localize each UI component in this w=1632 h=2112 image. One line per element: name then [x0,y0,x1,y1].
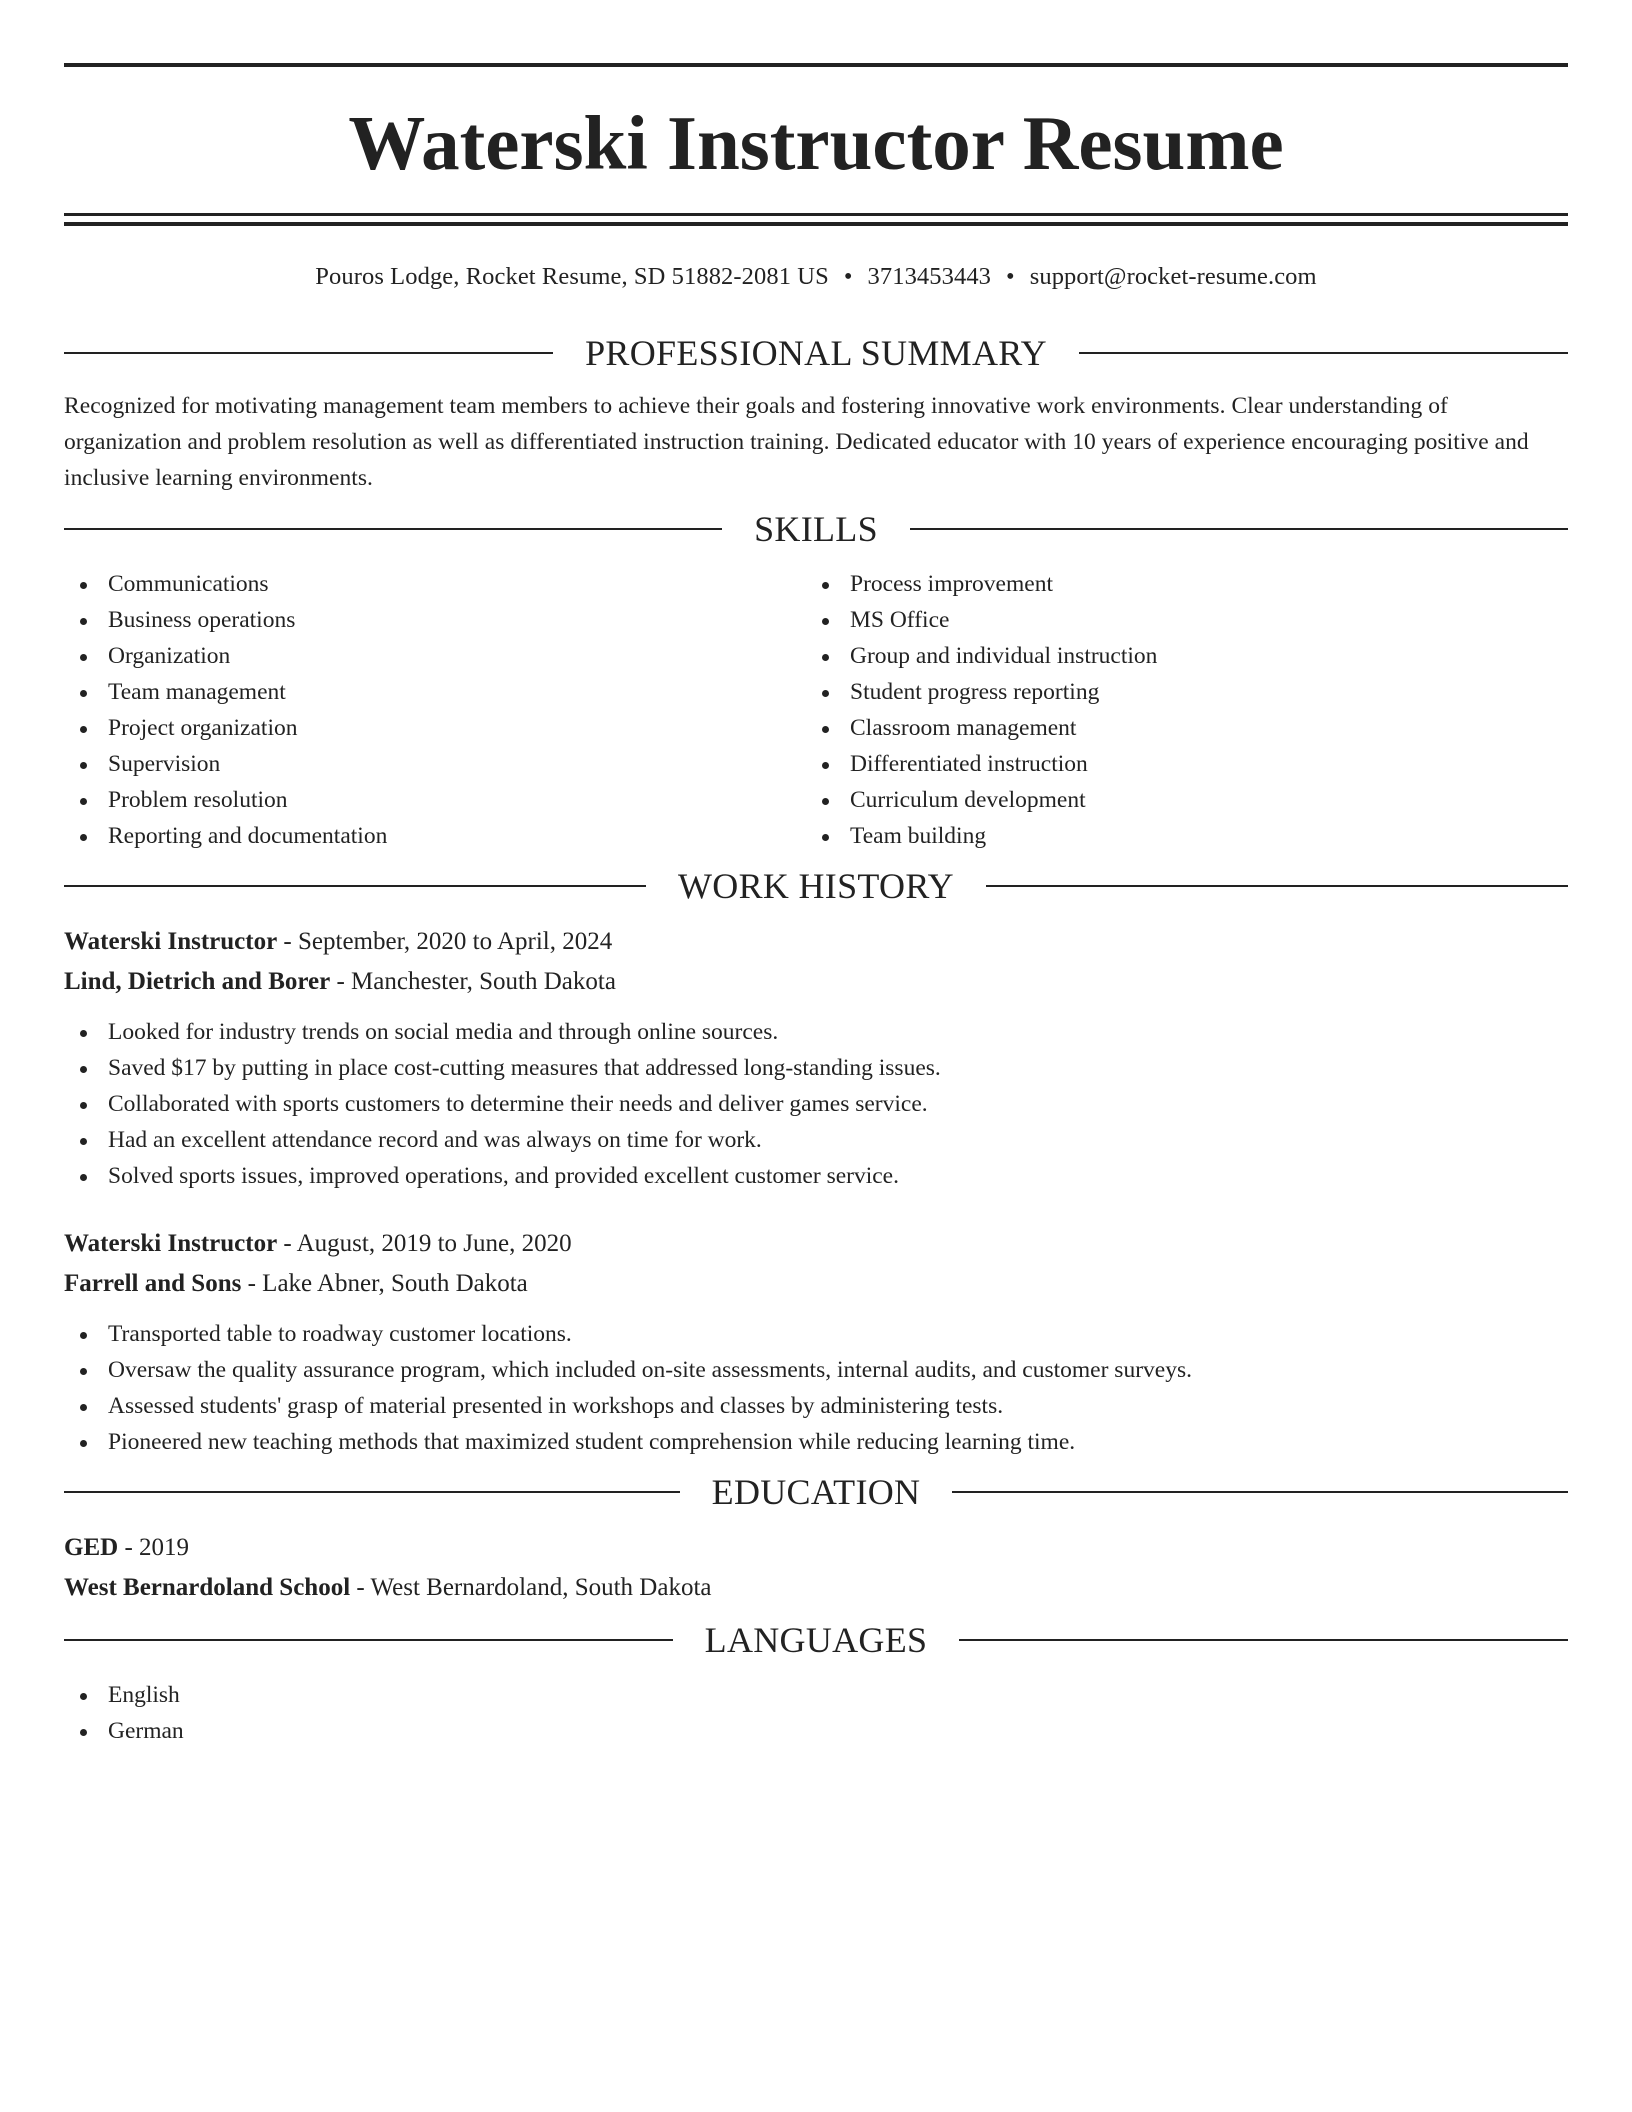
skills-grid [64,566,1568,854]
skill-item: Reporting and documentation [64,818,806,854]
job-company: Lind, Dietrich and Borer [64,968,331,995]
skill-item: Team building [806,818,1568,854]
job-bullets [64,1014,1568,1194]
job-title: Waterski Instructor [64,1230,278,1257]
job-bullet: Collaborated with sports customers to determine their needs and deliver games service. [64,1086,1568,1122]
job-company-line [64,962,1568,1002]
contact-phone: 3713453443 [867,263,992,290]
resume-title: Waterski Instructor Resume [348,100,1284,186]
skill-item: Process improvement [806,566,1568,602]
contact-address: Pouros Lodge, Rocket Resume, SD 51882-2081 US [315,263,829,290]
skill-item: Organization [64,638,806,674]
skill-item: Group and individual instruction [806,638,1568,674]
summary-heading [64,333,1568,373]
job-bullet: Pioneered new teaching methods that maximized student comprehension while reducing learning time. [64,1424,1568,1460]
job-bullet: Solved sports issues, improved operations, and provided excellent customer service. [64,1158,1568,1194]
skill-item: Student progress reporting [806,674,1568,710]
title-double-rule [64,213,1568,226]
job-title-line [64,922,1568,962]
job-location: - Lake Abner, South Dakota [241,1270,528,1297]
education-heading [64,1472,1568,1512]
language-item: English [64,1677,1568,1713]
skill-item: Team management [64,674,806,710]
degree-line [64,1528,1568,1568]
degree: GED [64,1534,119,1561]
section-title: EDUCATION [711,1472,921,1512]
skill-item: Communications [64,566,806,602]
job-entry [64,1224,1568,1460]
contact-separator: • [843,263,853,290]
job-bullet: Saved $17 by putting in place cost-cutting measures that addressed long-standing issues. [64,1050,1568,1086]
job-bullet: Had an excellent attendance record and was always on time for work. [64,1122,1568,1158]
contact-line [64,265,1568,289]
skill-item: MS Office [806,602,1568,638]
summary-text: Recognized for motivating management team members to achieve their goals and fostering innovative work environments. Clear understanding of organization and problem resolution as well as differentiated instruction training. Dedicated educator with 10 years of experience encouraging positive and inclusive learning environments. [64,393,1529,491]
top-rule [64,63,1568,67]
contact-separator: • [1006,263,1015,290]
skill-item: Differentiated instruction [806,746,1568,782]
section-title: WORK HISTORY [678,866,954,906]
job-company-line [64,1264,1568,1304]
skill-item: Project organization [64,710,806,746]
skills-list-right [806,566,1568,854]
school-line [64,1568,1568,1608]
job-entry [64,922,1568,1194]
languages-heading [64,1620,1568,1660]
skill-item: Supervision [64,746,806,782]
degree-year: - 2019 [118,1534,190,1561]
education-entry [64,1528,1568,1608]
school-location: - West Bernardoland, South Dakota [350,1574,712,1601]
skills-heading [64,509,1568,549]
skill-item: Curriculum development [806,782,1568,818]
skill-item: Classroom management [806,710,1568,746]
section-title: SKILLS [754,509,878,549]
job-title: Waterski Instructor [64,928,278,955]
job-dates: - August, 2019 to June, 2020 [277,1230,572,1257]
job-dates: - September, 2020 to April, 2024 [277,928,613,955]
job-bullet: Oversaw the quality assurance program, which included on-site assessments, internal audits, and customer surveys. [64,1352,1568,1388]
job-bullet: Transported table to roadway customer locations. [64,1316,1568,1352]
languages-list [64,1677,1568,1749]
skill-item: Problem resolution [64,782,806,818]
skills-list-left [64,566,806,854]
job-bullet: Assessed students' grasp of material presented in workshops and classes by administering tests. [64,1388,1568,1424]
skill-item: Business operations [64,602,806,638]
job-company: Farrell and Sons [64,1270,242,1297]
job-location: - Manchester, South Dakota [330,968,616,995]
school-name: West Bernardoland School [64,1574,351,1601]
work-heading [64,866,1568,906]
job-bullets [64,1316,1568,1460]
job-title-line [64,1224,1568,1264]
job-bullet: Looked for industry trends on social media and through online sources. [64,1014,1568,1050]
section-title: PROFESSIONAL SUMMARY [585,333,1047,373]
language-item: German [64,1713,1568,1749]
section-title: LANGUAGES [704,1620,928,1660]
contact-email: support@rocket-resume.com [1029,263,1317,290]
